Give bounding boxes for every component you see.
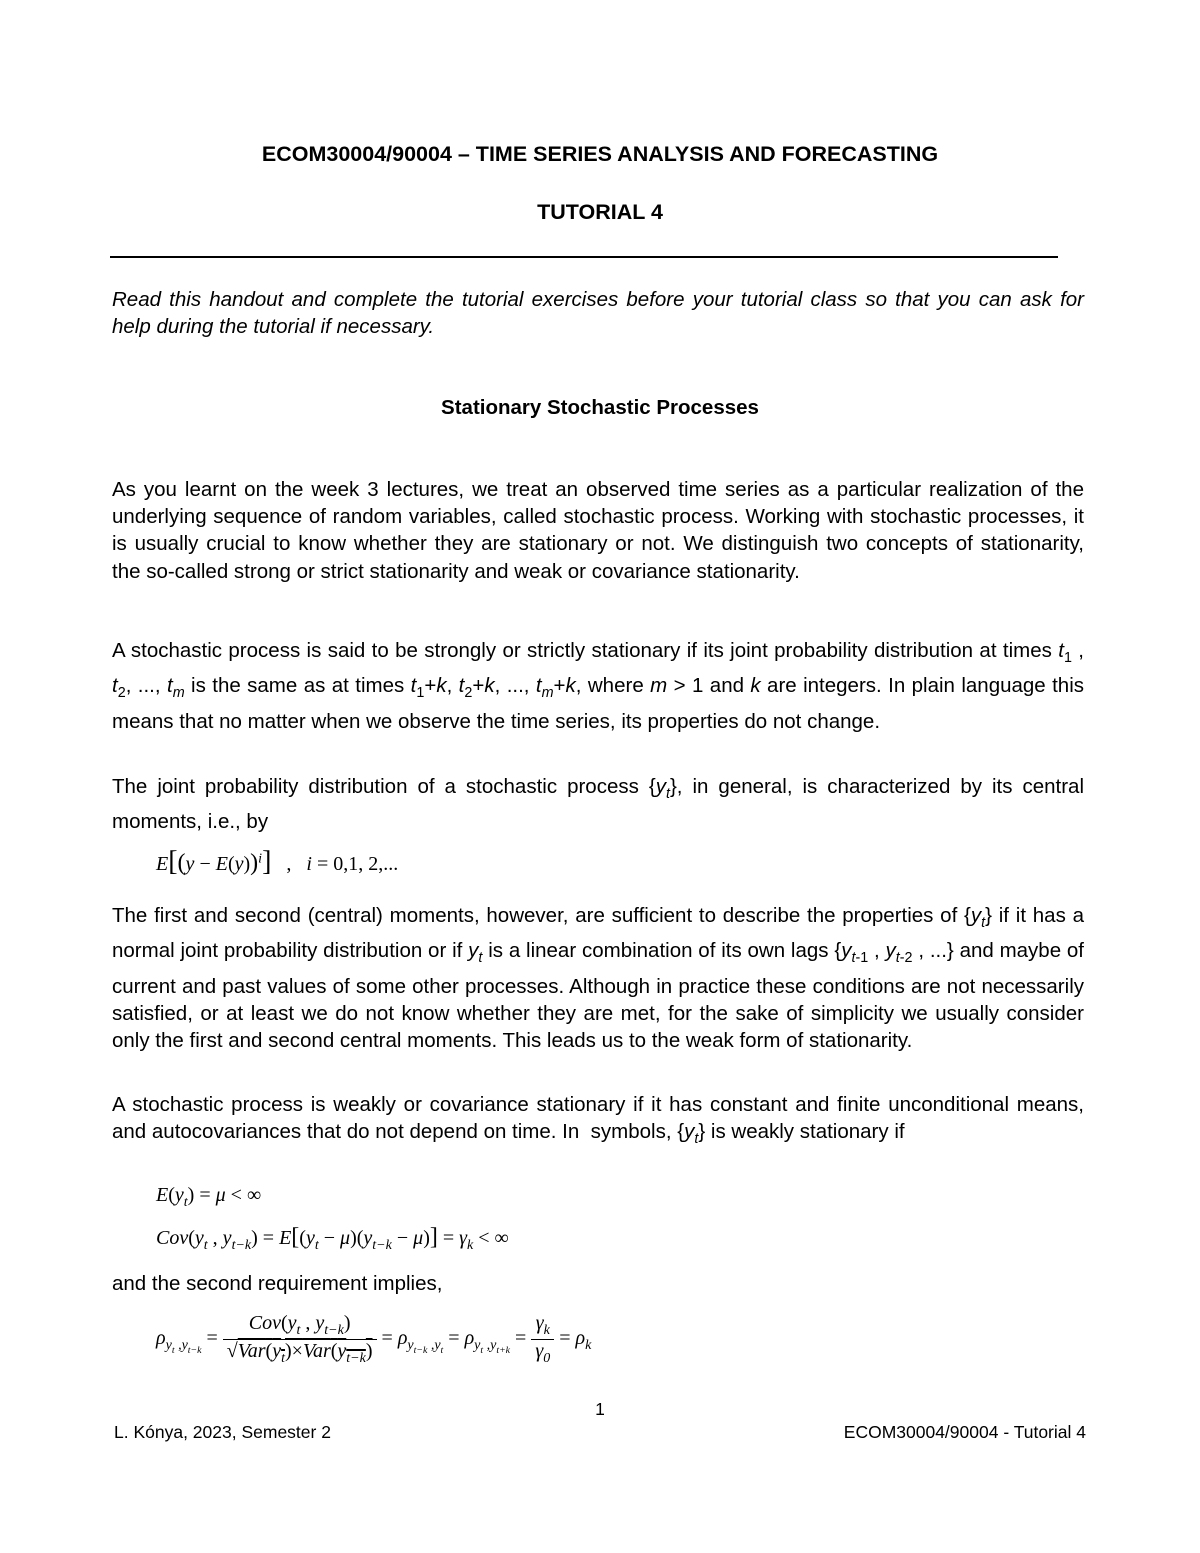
mean-condition-formula: $E(y_t) = \mu$ < ∞	[156, 1184, 262, 1210]
central-moments-formula: $E[(y - E(y))^i]$ , i = 0,1, 2,...	[156, 846, 399, 877]
second-requirement-text: and the second requirement implies,	[112, 1272, 443, 1295]
tutorial-title: TUTORIAL 4	[537, 200, 663, 224]
section-heading: Stationary Stochastic Processes	[441, 396, 759, 419]
title-divider	[110, 256, 1058, 258]
course-title: ECOM30004/90004 – TIME SERIES ANALYSIS AND FORECASTING	[261, 142, 939, 166]
paragraph-strict-stationarity: A stochastic process is said to be strongly or strictly stationary if its joint probability distribution at times $t_1$ , $t_2$, ..., $t_m$ is the same as at times $t_1+k$, $t_2+k$, ..., $t_m+k$, where m > 1 and k are integers. In plain language this means that no matter when we observe the time series, its properties do not change.	[112, 639, 1085, 733]
weak-form-sentence: This leads us to the weak form of stationarity.	[502, 1029, 913, 1052]
paragraph-stochastic-processes: As you learnt on the week 3 lectures, we treat an observed time series as a particular realization of the underlying sequence of random variables, called stochastic process. Working with stochastic processes, it is usually crucial to know whether they are stationary or not. We distinguish two concepts of stationarity, the so-called strong or strict stationarity and weak or covariance stationarity.	[112, 478, 1084, 583]
intro-instructions: Read this handout and complete the tutorial exercises before your tutorial class so that you can ask for help during the tutorial if necessary.	[112, 288, 1084, 339]
paragraph-weak-stationarity: A stochastic process is weakly or covariance stationary if it has constant and finite unconditional means, and autocovariances that do not depend on time. In symbols, $\{y_t\}$ is weakly stationary if	[112, 1093, 1084, 1148]
paragraph-central-moments: The first and second (central) moments, however, are sufficient to describe the properties of $\{y_t\}$ if it has a normal joint probability distribution or if $y_t$ is a linear combination of its own lags {$y_{t-1}$ , $y_{t-2}$ , ...} and maybe of current and past values of some other processes. Although in practice these conditions are not necessarily satisfied, or at least we do not know whether they are met, for the sake of simplicity we usually consider only the first and second central moments. This leads us to the weak form of stationarity.	[112, 904, 1085, 1052]
autocorrelation-formula: $\rho_{y_t ,y_{t-k}}$ = $\frac{Cov(y_t , y_{t-k})}{√Var(y_t)\times Var(y_{t-k})}$ = $\rho_{y_{t-k} ,y_t} = \rho_{y_t ,y_{t+k}}$ = $\frac{\gamma_k}{\gamma_0}$ = $\rho_k$	[156, 1312, 592, 1366]
paragraph-joint-distribution: The joint probability distribution of a stochastic process $\{y_t\}$, in general, is characterized by its central moments, i.e., by	[112, 775, 1084, 834]
autocovariance-condition-formula: $Cov(y_t$ , $y_{t-k}) = E[(y_t - \mu)(y_{t-k} - \mu)] = \gamma_k$ < ∞	[156, 1224, 509, 1253]
footer-author: L. Kónya, 2023, Semester 2	[114, 1422, 331, 1442]
page-number: 1	[595, 1399, 605, 1419]
footer-course: ECOM30004/90004 - Tutorial 4	[843, 1422, 1086, 1442]
